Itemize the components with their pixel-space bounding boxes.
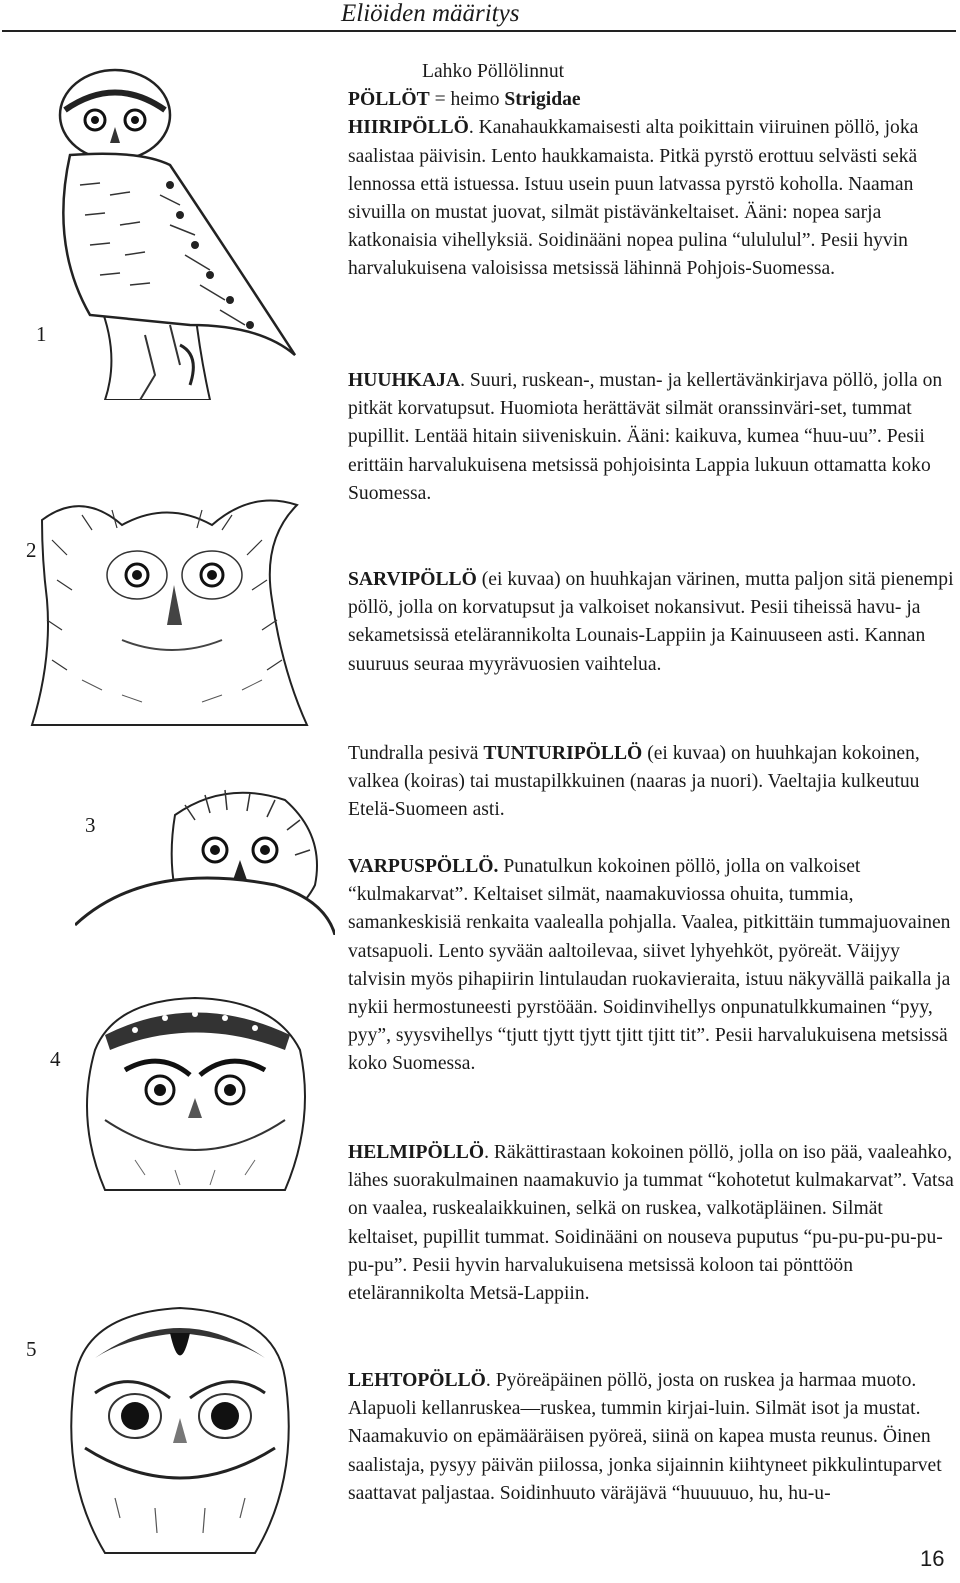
species-tunturipollo [348, 740, 954, 825]
family-latin: Strigidae [504, 89, 581, 111]
order-heading: Lahko Pöllölinnut [422, 61, 565, 82]
species-name: HUUHKAJA [348, 370, 461, 391]
family-rest: = heimo [429, 89, 505, 111]
species-text: . Pyöreäpäinen pöllö, josta on ruskea ja harmaa muoto. Alapuoli kellanruskea—ruskea, tummin kirjai-luin. Silmät isot ja mustat. Naamakuvio on epämääräisen pyöreä, siinä on kapea musta reunus. Öinen saalistaja, pysyy päivän piilossa, jonka sijainnin kiihtyneet pikkulintuparvet saattavat paljastaa. Soidinhuuto väräjävä “huuuuuo, hu, hu-u- [348, 1370, 942, 1504]
family-line [348, 86, 954, 114]
species-helmipollo [348, 1139, 954, 1308]
figure-number-3: 3 [85, 813, 96, 837]
figure-number-5: 5 [26, 1337, 37, 1361]
species-lehtopollo [348, 1367, 954, 1508]
header-title: Eliöiden määritys [341, 0, 520, 27]
species-name: TUNTURIPÖLLÖ [483, 743, 643, 764]
species-text: (ei kuvaa) on huuhkajan värinen, mutta paljon sitä pienempi pöllö, jolla on korvatupsut ja valkoiset nokansivut. Pesii tiheissä havu- ja sekametsissä etelärannikolta Lounais-Lappiin ja Kainuuseen asti. Kannan suuruus seuraa myyrävuosien vaihtelua. [348, 569, 954, 675]
header-rule [2, 30, 956, 32]
family-name: PÖLLÖT [348, 89, 430, 111]
species-text: . Suuri, ruskean-, mustan- ja kellertävänkirjava pöllö, jolla on pitkät korvatupsut. Huomiota herättävät silmät oranssinväri-set, tummat pupillit. Lentää hitain siiveniskuin. Ääni: kaikuva, kumea “huu-uu”. Pesii erittäin harvalukuisena metsissä pohjoisinta Lappia lukuun ottamatta koko Suomessa. [348, 370, 943, 504]
tawny-owl-illustration [55, 1298, 305, 1558]
intro-block [348, 58, 954, 284]
species-prefix: Tundralla pesivä [348, 743, 484, 764]
species-name: SARVIPÖLLÖ [348, 569, 477, 590]
figure-number-4: 4 [50, 1047, 61, 1071]
page-header [0, 0, 960, 34]
species-name: LEHTOPÖLLÖ [348, 1370, 486, 1391]
figure-number-1: 1 [36, 322, 47, 346]
species-name: HELMIPÖLLÖ [348, 1142, 485, 1163]
species-text: (ei kuvaa) on huuhkajan kokoinen, valkea (koiras) tai mustapilkkuinen (naaras ja nuori). Vaeltajia kulkeutuu Etelä-Suomeen asti. [348, 743, 920, 821]
figure-number-2: 2 [26, 538, 37, 562]
eagle-owl-illustration [22, 480, 312, 730]
species-sarvipollo [348, 566, 954, 679]
owl-3-illustration [75, 775, 335, 935]
species-hiiripollo [348, 114, 954, 283]
northern-hawk-owl-illustration [30, 55, 300, 400]
owl-4-illustration [75, 990, 315, 1210]
species-text: . Räkättirastaan kokoinen pöllö, jolla on iso pää, vaaleahko, lähes suorakulmainen naamakuvio ja tummat “kohotetut kulmakarvat”. Vatsa on vaalea, ruskealaikkuinen, selkä on ruskea, valkotäpläinen. Silmät keltaiset, pupillit tummat. Soidinääni on nouseva puputus “pu-pu-pu-pu-pu-pu-pu”. Pesii hyvin harvalukuisena metsissä koloon tai pönttöön etelärannikolta Metsä-Lappiin. [348, 1142, 954, 1305]
species-name: HIIRIPÖLLÖ [348, 117, 469, 139]
species-huuhkaja [348, 367, 954, 508]
species-text: . Kanahaukkamaisesti alta poikittain viiruinen pöllö, joka saalistaa päivisin. Lento haukkamaista. Pitkä pyrstö erottuu selvästi sekä lennossa että istuessa. Istuu usein puun latvassa pyrstö koholla. Naaman sivuilla on mustat juovat, silmät pistävänkeltaiset. Ääni: nopea sarja katkonaisia vihellyksiä. Soidinääni nopea pulina “ulululul”. Pesii hyvin harvalukuisena valoisissa metsissä lähinnä Pohjois-Suomessa. [348, 117, 919, 280]
species-varpuspollo [348, 853, 954, 1079]
species-name: VARPUSPÖLLÖ. [348, 856, 499, 877]
page-number: 16 [920, 1546, 945, 1571]
species-text: Punatulkun kokoinen pöllö, jolla on valkoiset “kulmakarvat”. Keltaiset silmät, naamakuviossa ohuita, tummia, samankeskisiä renkaita vaalealla pohjalla. Vaalea, pitkittäin tummajuovainen vatsapuoli. Lento syvään aaltoilevaa, siivet lyhyehköt, pyöreät. Väijyy talvisin myös pihapiirin lintulaudan ruokavieraita, istuu näkyvällä paikalla ja nykii hermostuneesti pyrstöään. Soidinvihellys onpunatulkkumainen “pyy, pyy”, syysvihellys “tjutt tjytt tjytt tjitt tjitt tit”. Pesii harvalukuisena metsissä koko Suomessa. [348, 856, 951, 1075]
